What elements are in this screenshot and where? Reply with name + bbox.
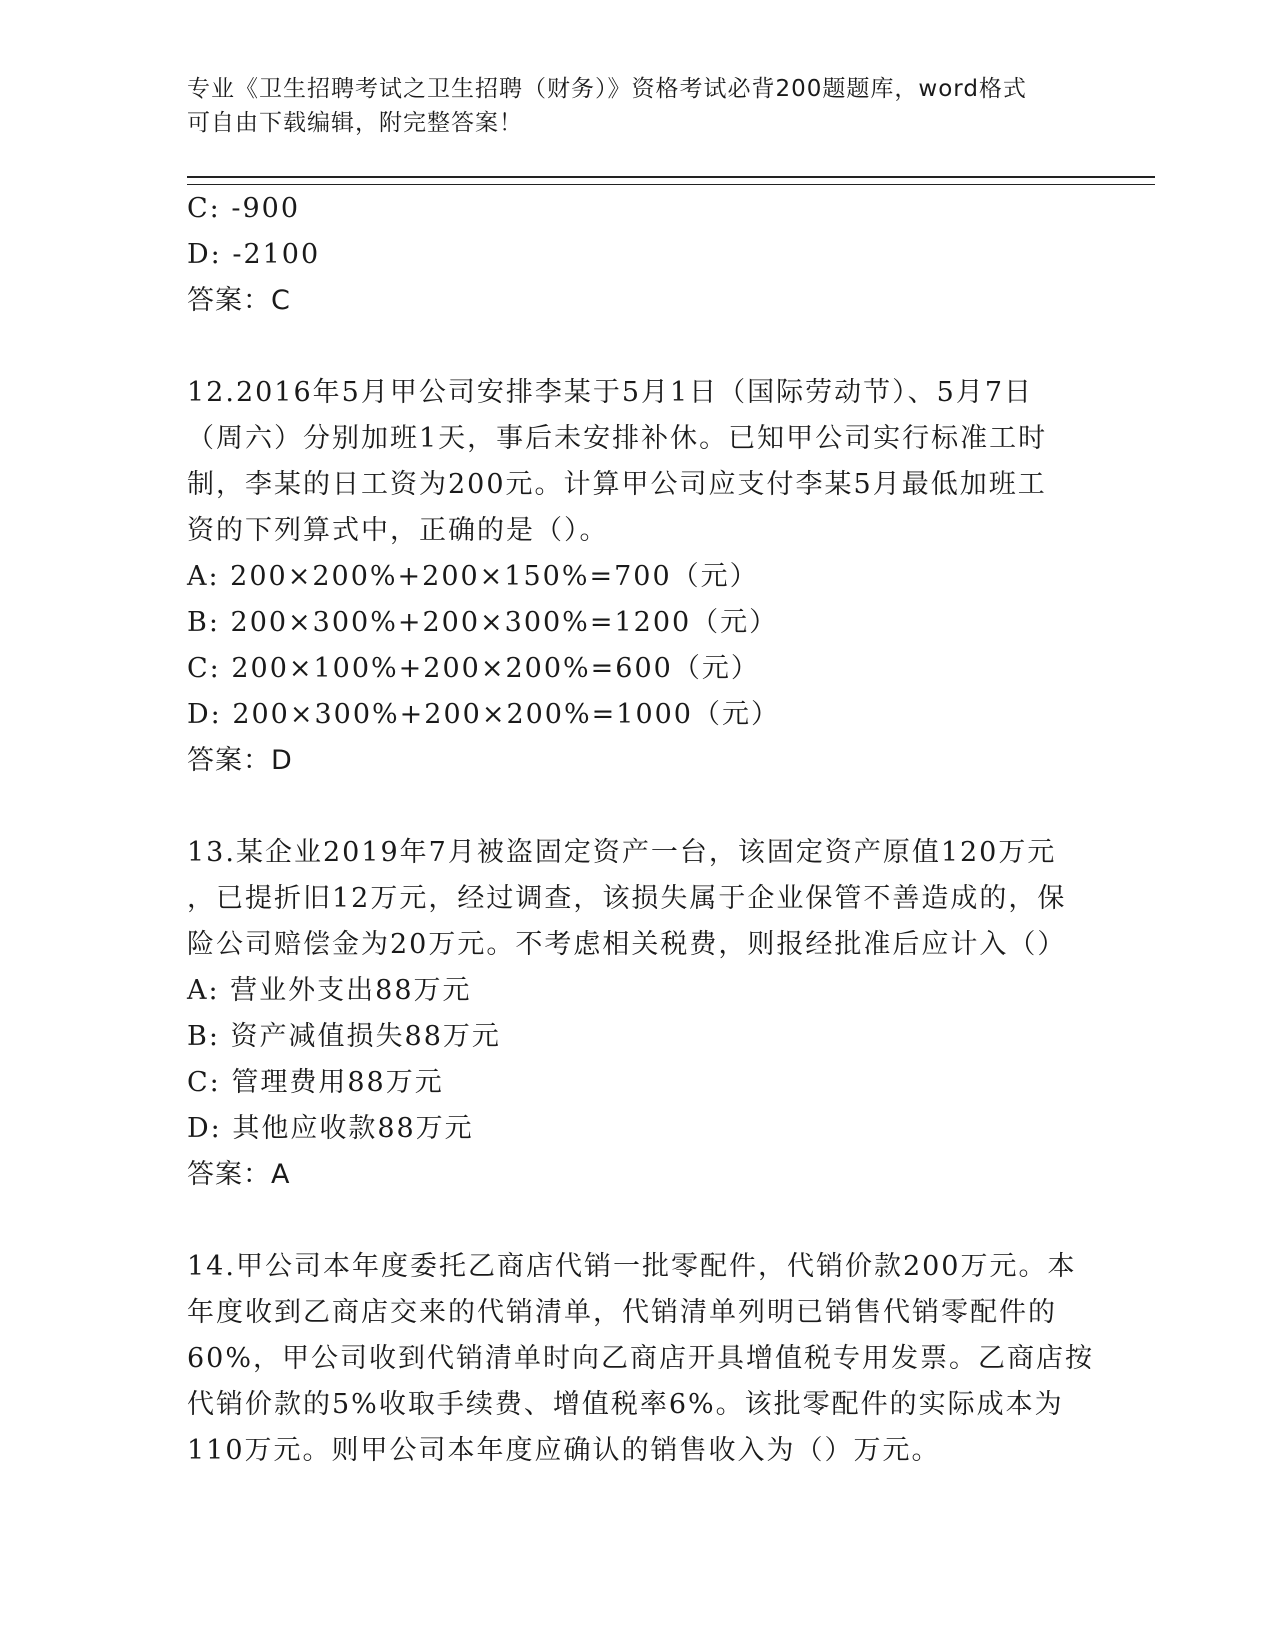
question-text-line: 110万元。则甲公司本年度应确认的销售收入为（）万元。 [187,1435,941,1466]
option-c: C: -900 [187,193,300,224]
option-b: B: 200×300%+200×300%=1200（元） [187,607,779,638]
option-d: D: 200×300%+200×200%=1000（元） [187,699,780,730]
question-text-line: ，已提折旧12万元，经过调查，该损失属于企业保管不善造成的，保 [187,883,1067,914]
answer: 答案：A [187,1159,291,1190]
question-text-line: 代销价款的5%收取手续费、增值税率6%。该批零配件的实际成本为 [187,1389,1064,1420]
question-13 [187,830,1087,1198]
option-d: D: -2100 [187,239,321,270]
question-text-line: 14.甲公司本年度委托乙商店代销一批零配件，代销价款200万元。本 [187,1251,1077,1282]
header-divider [187,176,1155,185]
question-text-line: 60%，甲公司收到代销清单时向乙商店开具增值税专用发票。乙商店按 [187,1343,1095,1374]
header-title-line-2: 可自由下载编辑，附完整答案！ [187,110,523,136]
answer: 答案：D [187,745,293,776]
option-d: D: 其他应收款88万元 [187,1113,474,1144]
question-text-line: 资的下列算式中，正确的是（）。 [187,515,609,546]
question-text-line: 制，李某的日工资为200元。计算甲公司应支付李某5月最低加班工 [187,469,1047,500]
spacer [187,324,1087,370]
question-12 [187,370,1087,784]
document-body [187,186,1095,1474]
option-c: C: 200×100%+200×200%=600（元） [187,653,760,684]
header-title-line-1: 专业《卫生招聘考试之卫生招聘（财务）》资格考试必背200题题库，word格式 [187,76,1027,102]
question-text-line: （周六）分别加班1天，事后未安排补休。已知甲公司实行标准工时 [187,423,1048,454]
option-b: B: 资产减值损失88万元 [187,1021,501,1052]
question-text-line: 13.某企业2019年7月被盗固定资产一台，该固定资产原值120万元 [187,837,1057,868]
document-header [187,72,1087,140]
spacer [187,1198,1087,1244]
answer: 答案：C [187,285,291,316]
question-text-line: 12.2016年5月甲公司安排李某于5月1日（国际劳动节）、5月7日 [187,377,1034,408]
option-c: C: 管理费用88万元 [187,1067,444,1098]
prev-question-tail [187,186,1087,324]
spacer [187,784,1087,830]
option-a: A: 营业外支出88万元 [187,975,472,1006]
option-a: A: 200×200%+200×150%=700（元） [187,561,759,592]
question-14 [187,1244,1095,1474]
question-text-line: 险公司赔偿金为20万元。不考虑相关税费，则报经批准后应计入（） [187,929,1067,960]
question-text-line: 年度收到乙商店交来的代销清单，代销清单列明已销售代销零配件的 [187,1297,1057,1328]
